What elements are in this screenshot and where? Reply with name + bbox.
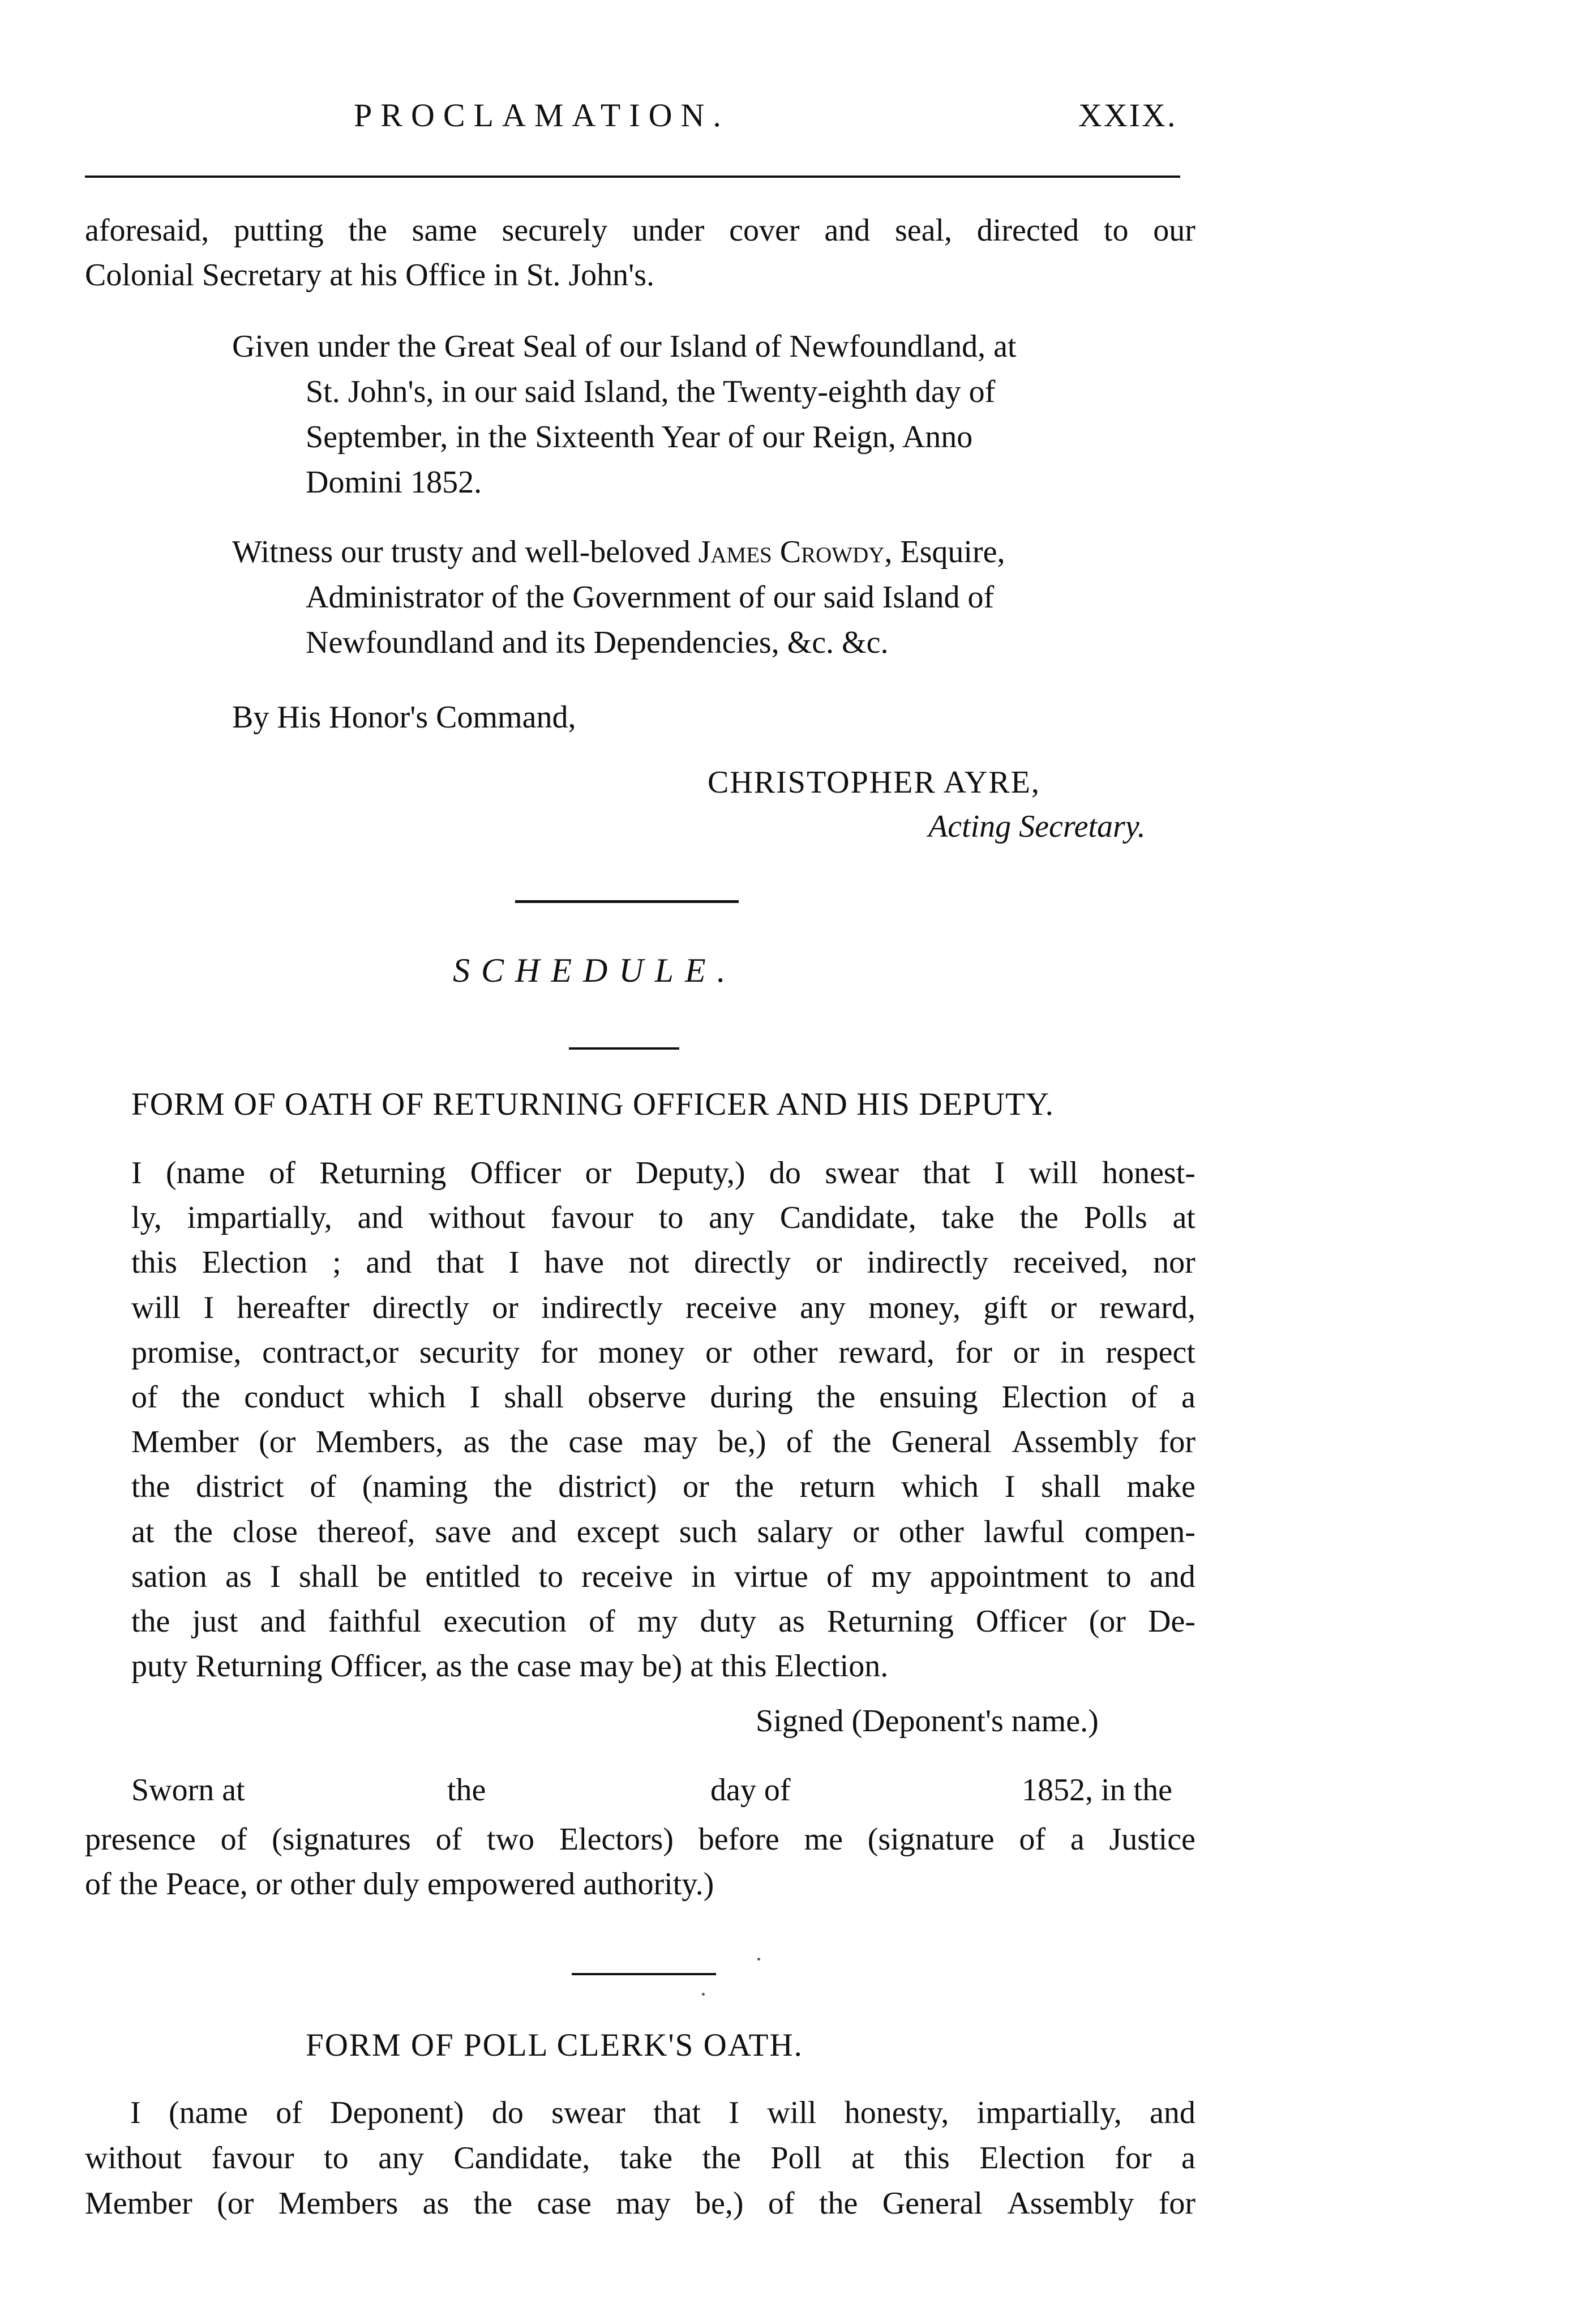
word: before [698,1822,779,1857]
word: Polls [1083,1200,1147,1236]
word: Candidate, [779,1200,916,1236]
word: to [324,2141,349,2176]
word: receive [685,1290,777,1325]
word: for [540,1334,578,1370]
word: the [509,1424,549,1460]
word: may [643,1424,698,1460]
text-line [85,1817,1196,1862]
word: that [436,1245,485,1281]
word: indirectly [867,1245,988,1281]
word: will [767,2095,817,2130]
signature-name: CHRISTOPHER AYRE, [708,765,1040,800]
word: (or [259,1424,296,1460]
word: without [429,1200,526,1236]
word: the [181,1380,221,1415]
word: sation [131,1559,207,1594]
word: of [131,1380,158,1415]
word: impartially, [976,2095,1122,2130]
divider-rule [569,1047,679,1050]
word: or [1013,1334,1040,1370]
word: and [357,1200,404,1236]
word: a [1181,1380,1196,1415]
word: indirectly [541,1290,663,1325]
divider-rule [515,900,739,903]
oath1-body [131,1151,1196,1689]
word: honest- [1102,1155,1196,1191]
header-rule [85,176,1180,178]
word: not [628,1245,670,1281]
word: I [131,1155,142,1191]
text-line [131,1510,1196,1555]
text-line [131,1555,1196,1599]
word: as [778,1604,805,1640]
word: will [131,1290,181,1325]
text-line [131,1240,1196,1285]
intro-paragraph [85,208,1196,298]
word: Deponent) [330,2095,464,2130]
word: be,) [695,2186,744,2221]
text-line: puty Returning Officer, as the case may be) at this Election. [131,1649,889,1684]
word: the [819,2186,858,2221]
word: virtue [734,1559,808,1594]
word: a [1070,1822,1085,1857]
word: I [469,1380,481,1415]
word: of [786,1424,813,1460]
word: at [1172,1200,1196,1236]
word: any [709,1200,755,1236]
word: compen- [1084,1514,1196,1550]
word: promise, [131,1334,242,1370]
word: I [508,1245,520,1281]
text-line [131,1375,1196,1420]
word: that [923,1155,971,1191]
word: Members, [315,1424,444,1460]
word: our [1153,213,1196,248]
word: other [898,1514,964,1550]
running-title: PROCLAMATION. [354,97,730,134]
word: General [891,1424,992,1460]
word: as [463,1424,490,1460]
word: close [232,1514,298,1550]
word: thereof, [317,1514,415,1550]
witness-name: James Crowdy, [698,534,893,570]
word: or [683,1469,709,1505]
word: any [378,2141,424,2176]
word: Election [1001,1380,1108,1415]
word: swear [551,2095,625,2130]
word: me [804,1822,843,1857]
text-line: Witness our trusty and well-beloved James Crowdy, Esquire, [232,534,1005,570]
word: securely [502,213,608,248]
word: take [941,1200,995,1236]
word: ensuing [879,1380,978,1415]
word: this [903,2141,950,2176]
word: Member [131,1424,239,1460]
word: money [598,1334,685,1370]
sworn-the: the [447,1773,486,1808]
text-line [131,1286,1196,1330]
word: reward, [838,1334,935,1370]
word: Electors) [559,1822,674,1857]
word: do [769,1155,801,1191]
text-line [131,1465,1196,1509]
word: (name [168,2095,248,2130]
word: under [632,213,705,248]
word: or [1050,1290,1077,1325]
word: Returning [319,1155,447,1191]
word: I [994,1155,1005,1191]
word: be [377,1559,407,1594]
word: for [955,1334,992,1370]
word: or [815,1245,842,1281]
word: and [511,1514,557,1550]
text-line: Colonial Secretary at his Office in St. John's. [85,258,655,293]
word: shall [504,1380,564,1415]
command-line: By His Honor's Command, [232,700,576,735]
word: directed [976,213,1079,248]
word: such [679,1514,738,1550]
word: ; [332,1245,341,1281]
word: case [568,1424,623,1460]
word: the [131,1604,170,1640]
word: Justice [1109,1822,1196,1857]
word: the [348,213,387,248]
word: faithful [328,1604,422,1640]
text-line [131,1330,1196,1375]
word: Assembly [1007,2186,1134,2221]
word: for [1158,2186,1196,2221]
word: presence [85,1822,196,1857]
word: Deputy,) [635,1155,745,1191]
word: to [1107,1559,1132,1594]
word: salary [757,1514,833,1550]
word: may [616,2186,671,2221]
word: receive [581,1559,673,1594]
word: or [852,1514,879,1550]
word: favour [211,2141,294,2176]
word: of [1131,1380,1158,1415]
word: honesty, [844,2095,949,2130]
word: and [366,1245,412,1281]
word: (naming [362,1469,468,1505]
word: directly [694,1245,791,1281]
word: hereafter [237,1290,350,1325]
text-line: Newfoundland and its Dependencies, &c. &c. [306,625,889,660]
word: same [412,213,477,248]
word: duty [700,1604,757,1640]
word: seal, [894,213,953,248]
word: in [1060,1334,1085,1370]
word: be,) [718,1424,766,1460]
word: district [196,1469,284,1505]
word: directly [372,1290,469,1325]
word: the [473,2186,513,2221]
word: case [537,2186,592,2221]
word: Assembly [1012,1424,1139,1460]
word: of [589,1604,615,1640]
word: Member [85,2186,192,2221]
word: a [1181,2141,1196,2176]
word: security [419,1334,520,1370]
word: for [1158,1424,1196,1460]
word: Officer [975,1604,1067,1640]
word: my [871,1559,912,1594]
word: (name [166,1155,245,1191]
word: respect [1105,1334,1196,1370]
ink-speck [757,1958,760,1961]
word: the [832,1424,872,1460]
oath2-heading: FORM OF POLL CLERK'S OATH. [306,2027,803,2063]
word: this [131,1245,177,1281]
word: any [800,1290,846,1325]
word: the [816,1380,856,1415]
text-line: September, in the Sixteenth Year of our Reign, Anno [306,420,973,455]
word: or [585,1155,612,1191]
word: (or [1089,1604,1126,1640]
word: favour [550,1200,634,1236]
sworn-year: 1852, in the [1022,1773,1172,1808]
signature-title: Acting Secretary. [928,809,1146,844]
sworn-day-of: day of [710,1773,791,1808]
word: impartially, [187,1200,332,1236]
word: have [544,1245,604,1281]
word: ly, [131,1200,162,1236]
word: observe [588,1380,687,1415]
word: conduct [244,1380,345,1415]
word: (signatures [272,1822,411,1857]
word: except [576,1514,659,1550]
sworn-continuation [85,1817,1196,1907]
word: I [729,2095,740,2130]
word: Candidate, [453,2141,590,2176]
given-paragraph [232,324,1194,505]
word: save [435,1514,491,1550]
text-line: St. John's, in our said Island, the Twenty-eighth day of [306,374,996,409]
word: contract,or [262,1334,399,1370]
signed-line: Signed (Deponent's name.) [756,1704,1099,1739]
word: as [225,1559,252,1594]
word: or [705,1334,732,1370]
word: appointment [929,1559,1089,1594]
word: I [1004,1469,1015,1505]
word: cover [729,213,800,248]
word: entitled [425,1559,521,1594]
word: at [131,1514,155,1550]
word: putting [234,213,324,248]
sworn-at: Sworn at [131,1773,245,1808]
word: aforesaid, [85,213,209,248]
word: which [368,1380,446,1415]
word: during [710,1380,793,1415]
word: of [1019,1822,1046,1857]
word: of [310,1469,337,1505]
witness-paragraph [232,529,1194,665]
word: at [851,2141,875,2176]
word: I [270,1559,281,1594]
word: of [435,1822,462,1857]
word: the [702,2141,741,2176]
word: for [1115,2141,1152,2176]
word: to [538,1559,563,1594]
word: gift [983,1290,1028,1325]
word: to [658,1200,684,1236]
divider-rule [572,1973,716,1975]
word: the [494,1469,533,1505]
word: and [824,213,871,248]
word: Poll [770,2141,822,2176]
oath1-heading: FORM OF OATH OF RETURNING OFFICER AND HIS DEPUTY. [131,1086,1054,1122]
text-line: of the Peace, or other duly empowered authority.) [85,1867,714,1902]
word: of [768,2186,795,2221]
word: make [1126,1469,1196,1505]
word: district) [558,1469,657,1505]
word: (or [217,2186,254,2221]
oath2-body [85,2090,1196,2226]
word: do [491,2095,524,2130]
text-line [131,1420,1196,1465]
word: received, [1013,1245,1129,1281]
word: lawful [983,1514,1065,1550]
word: shall [298,1559,359,1594]
word: take [619,2141,673,2176]
word: just [192,1604,238,1640]
text-line [85,2181,1196,2226]
word: Election [979,2141,1085,2176]
text-line: Administrator of the Government of our said Island of [306,580,995,615]
word: will [1029,1155,1078,1191]
word: Officer [470,1155,562,1191]
text-line [85,2135,1196,2181]
word: the [131,1469,170,1505]
word: money, [868,1290,961,1325]
word: other [752,1334,818,1370]
text-line [85,2090,1196,2135]
text-line [85,208,1196,253]
text-line: Given under the Great Seal of our Island of Newfoundland, at [232,329,1017,364]
word: or [492,1290,519,1325]
word: Election [202,1245,308,1281]
word: De- [1148,1604,1196,1640]
word: to [1103,213,1129,248]
word: return [799,1469,876,1505]
word: General [882,2186,983,2221]
word: of [220,1822,247,1857]
word: and [260,1604,306,1640]
text-line: Domini 1852. [306,465,482,500]
word: without [85,2141,182,2176]
word: Members [278,2186,398,2221]
text-line [131,1196,1196,1240]
text-line [131,1599,1196,1644]
word: two [487,1822,535,1857]
word: I [203,1290,215,1325]
schedule-heading: SCHEDULE. [453,952,737,989]
ink-speck [702,1993,705,1996]
word: Returning [826,1604,954,1640]
word: the [1019,1200,1059,1236]
word: nor [1153,1245,1196,1281]
word: reward, [1099,1290,1196,1325]
word: execution [443,1604,567,1640]
word: (signature [867,1822,995,1857]
word: of [269,1155,295,1191]
word: swear [825,1155,899,1191]
text-line [131,1151,1196,1196]
word: of [276,2095,302,2130]
word: shall [1041,1469,1101,1505]
word: the [174,1514,213,1550]
word: my [637,1604,678,1640]
word: I [130,2095,141,2130]
word: of [826,1559,853,1594]
word: and [1150,2095,1196,2130]
word: that [653,2095,701,2130]
word: in [691,1559,716,1594]
word: and [1149,1559,1196,1594]
word: the [735,1469,774,1505]
word: which [901,1469,979,1505]
word: as [422,2186,449,2221]
page-number: XXIX. [1078,97,1177,134]
